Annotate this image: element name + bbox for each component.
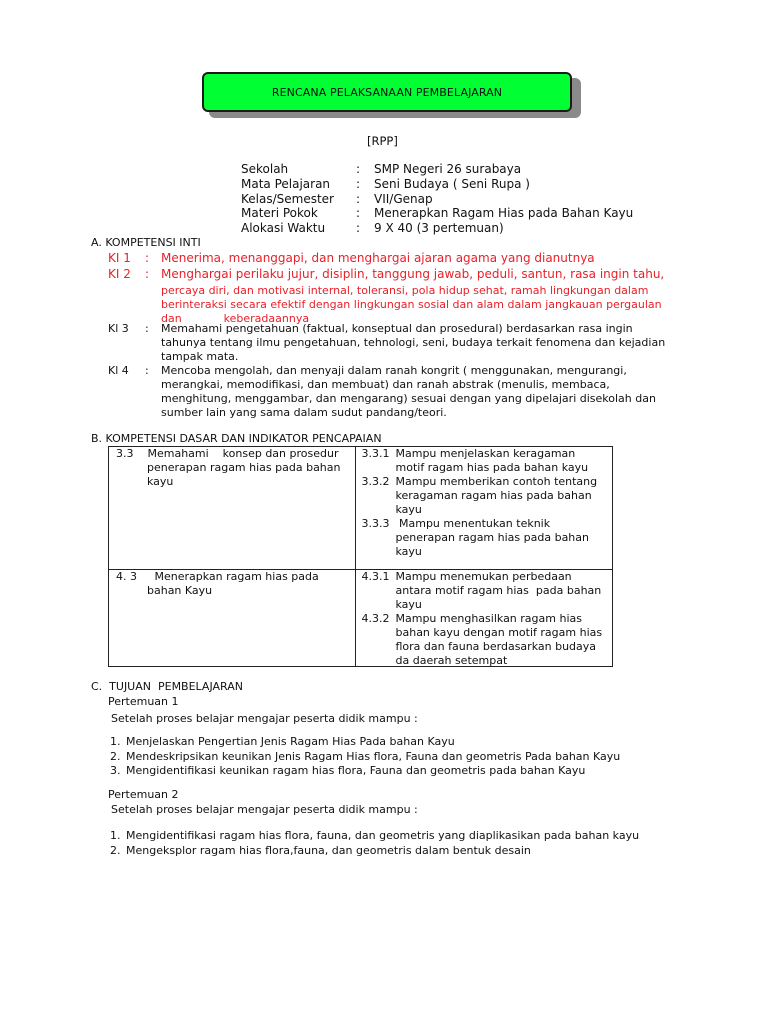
indicator-line: kayu [395,598,422,611]
ki-line: Menghargai perilaku jujur, disiplin, tanggung jawab, peduli, santun, rasa ingin tahu, [161,267,665,281]
ki-line: Mencoba mengolah, dan menyaji dalam ranah kongrit ( menggunakan, mengurangi, [161,364,627,377]
kd-line: 4. 3 Menerapkan ragam hias pada [116,570,319,583]
ki-line: Memahami pengetahuan (faktual, konseptual dan prosedural) berdasarkan rasa ingin [161,322,633,335]
table-row [109,570,613,667]
indicator-line: Mampu memberikan contoh tentang [395,475,598,488]
indicator-number: 3.3.2 [361,475,390,488]
ki-text [161,251,691,266]
ki-text [161,364,691,420]
indicator-cell [355,447,613,570]
kd-line: bahan Kayu [147,584,213,597]
indicator-line: flora dan fauna berdasarkan budaya [395,640,597,653]
ki-line: menghitung, menggambar, dan mengarang) sesuai dengan yang dipelajari disekolah dan [161,392,656,405]
ki-text [161,267,691,325]
kd-cell [109,447,356,570]
ki-code: KI 1 [108,251,131,265]
indicator-line: keragaman ragam hias pada bahan [395,489,592,502]
list-number: 2. [110,844,121,857]
info-separator: : [356,206,361,220]
indicator-number: 3.3.1 [361,447,390,460]
section-c-heading: C. TUJUAN PEMBELAJARAN [91,680,243,693]
info-value: Menerapkan Ragam Hias pada Bahan Kayu [374,206,634,220]
indicator-line: Mampu menjelaskan keragaman [395,447,576,460]
indicator-line: motif ragam hias pada bahan kayu [395,461,589,474]
indicator-line: kayu [395,503,422,516]
kd-line: penerapan ragam hias pada bahan [147,461,341,474]
ki-code: Kl 4 [108,364,129,377]
document-subtitle: [RPP] [367,134,398,148]
indicator-number: 4.3.1 [361,570,390,583]
ki-line: merangkai, memodifikasi, dan membuat) dan ranah abstrak (menulis, membaca, [161,378,610,391]
ki-line: tahunya tentang ilmu pengetahuan, tehnologi, seni, budaya terkait fenomena dan kejadian [161,336,666,349]
list-number: 1. [110,735,121,748]
list-number: 2. [110,750,121,763]
info-separator: : [356,177,361,191]
info-separator: : [356,192,361,206]
section-a-heading: A. KOMPETENSI INTI [91,236,201,249]
info-value: VII/Genap [374,192,433,206]
info-value: SMP Negeri 26 surabaya [374,162,522,176]
info-label: Alokasi Waktu [241,221,326,235]
ki-line: dan keberadaannya [161,312,310,325]
kd-indicator-table [108,446,613,667]
indicator-number: 3.3.3 [361,517,390,530]
ki-code: Kl 3 [108,322,129,335]
list-text: Mengeksplor ragam hias flora,fauna, dan geometris dalam bentuk desain [126,844,531,857]
kd-cell [109,570,356,667]
ki-line: sumber lain yang sama dalam sudut pandang/teori. [161,406,447,419]
indicator-line: bahan kayu dengan motif ragam hias [395,626,603,639]
list-number: 1. [110,829,121,842]
info-separator: : [356,162,361,176]
ki-separator: : [145,251,150,265]
meeting-2-title: Pertemuan 2 [108,788,179,801]
document-title: RENCANA PELAKSANAAN PEMBELAJARAN [271,85,503,99]
indicator-number: 4.3.2 [361,612,390,625]
indicator-line: Mampu menentukan teknik [395,517,551,530]
indicator-line: penerapan ragam hias pada bahan [395,531,589,544]
meeting-1-title: Pertemuan 1 [108,695,179,708]
ki-separator: : [145,267,150,281]
list-text: Mendeskripsikan keunikan Jenis Ragam Hias flora, Fauna dan geometris Pada bahan Kayu [126,750,621,763]
ki-separator: : [145,364,149,377]
indicator-line: da daerah setempat [395,654,508,667]
ki-line: Menerima, menanggapi, dan menghargai ajaran agama yang dianutnya [161,251,595,265]
info-label: Kelas/Semester [241,192,334,206]
list-number: 3. [110,764,121,777]
ki-line: berinteraksi secara efektif dengan lingkungan sosial dan alam dalam jangkauan pergaulan [161,298,662,311]
list-text: Menjelaskan Pengertian Jenis Ragam Hias Pada bahan Kayu [126,735,455,748]
indicator-cell [355,570,613,667]
ki-code: KI 2 [108,267,131,281]
document-title-box [202,72,572,112]
indicator-line: Mampu menghasilkan ragam hias [395,612,582,625]
ki-line: percaya diri, dan motivasi internal, toleransi, pola hidup sehat, ramah lingkungan dalam [161,284,649,297]
list-text: Mengidentifikasi ragam hias flora, fauna, dan geometris yang diaplikasikan pada bahan kayu [126,829,640,842]
info-label: Sekolah [241,162,289,176]
info-value: 9 X 40 (3 pertemuan) [374,221,504,235]
info-separator: : [356,221,361,235]
indicator-line: kayu [395,545,422,558]
ki-separator: : [145,322,149,335]
info-label: Mata Pelajaran [241,177,331,191]
section-b-heading: B. KOMPETENSI DASAR DAN INDIKATOR PENCAPAIAN [91,432,382,445]
table-row [109,447,613,570]
kd-line: kayu [147,475,174,488]
ki-line: tampak mata. [161,350,239,363]
ki-text [161,322,691,364]
info-label: Materi Pokok [241,206,318,220]
kd-line: 3.3 Memahami konsep dan prosedur [116,447,339,460]
meeting-2-intro: Setelah proses belajar mengajar peserta didik mampu : [111,803,418,816]
indicator-line: Mampu menemukan perbedaan [395,570,572,583]
info-value: Seni Budaya ( Seni Rupa ) [374,177,530,191]
list-text: Mengidentifikasi keunikan ragam hias flora, Fauna dan geometris pada bahan Kayu [126,764,586,777]
indicator-line: antara motif ragam hias pada bahan [395,584,602,597]
meeting-1-intro: Setelah proses belajar mengajar peserta didik mampu : [111,712,418,725]
